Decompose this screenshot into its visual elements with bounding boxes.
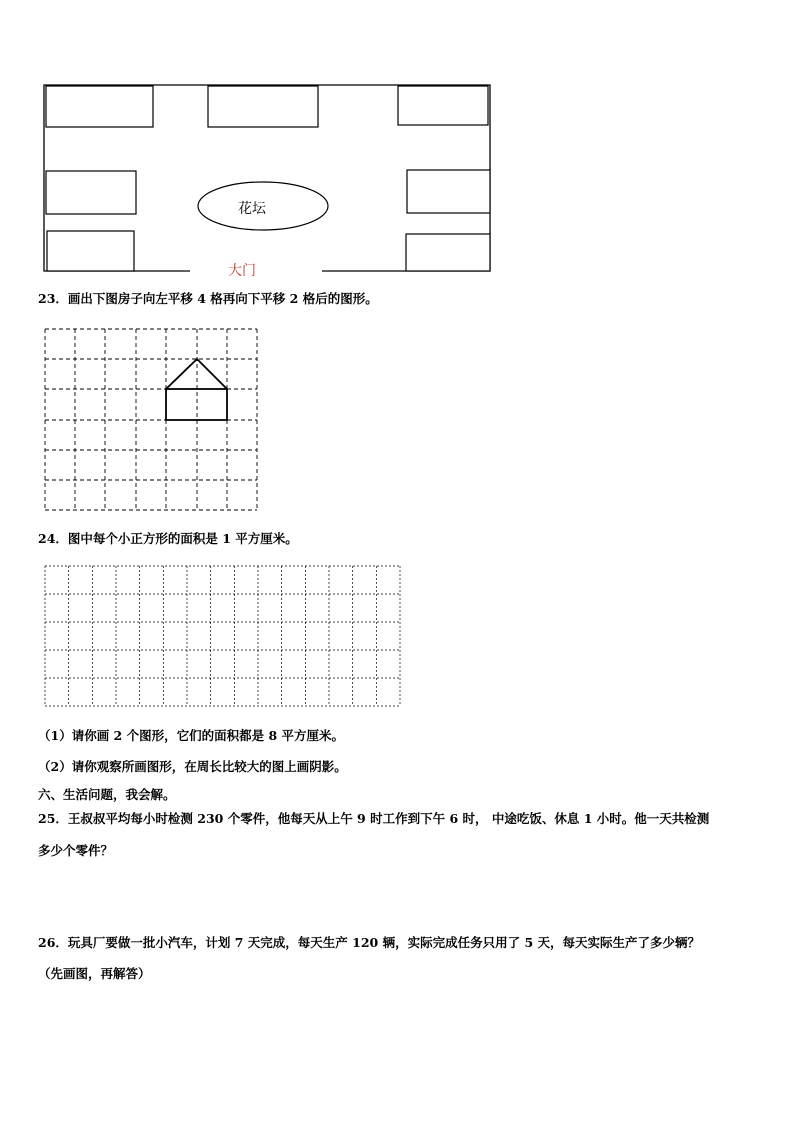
question-24-sub1: （1）请你画 2 个图形，它们的面积都是 8 平方厘米。 <box>38 728 345 743</box>
flowerbed-label: 花坛 <box>238 201 266 217</box>
question-24-text: 24．图中每个小正方形的面积是 1 平方厘米。 <box>38 531 298 546</box>
question-26-line1: 26．玩具厂要做一批小汽车，计划 7 天完成，每天生产 120 辆，实际完成任务只用了 5 天，每天实际生产了多少辆？ <box>38 935 700 950</box>
question-25-line2: 多少个零件？ <box>38 843 114 858</box>
question-25-line1: 25．王叔叔平均每小时检测 230 个零件，他每天从上午 9 时工作到下午 6 时， 中途吃饭、休息 1 小时。他一天共检测 <box>38 811 710 826</box>
question-23-text: 23．画出下图房子向左平移 4 格再向下平移 2 格后的图形。 <box>38 291 378 306</box>
question-24-sub2: （2）请你观察所画图形，在周长比较大的图上画阴影。 <box>38 759 347 774</box>
question-26-line2: （先画图，再解答） <box>38 966 151 981</box>
gate-label: 大门 <box>228 263 256 279</box>
section-6-title: 六、生活问题，我会解。 <box>38 787 176 802</box>
